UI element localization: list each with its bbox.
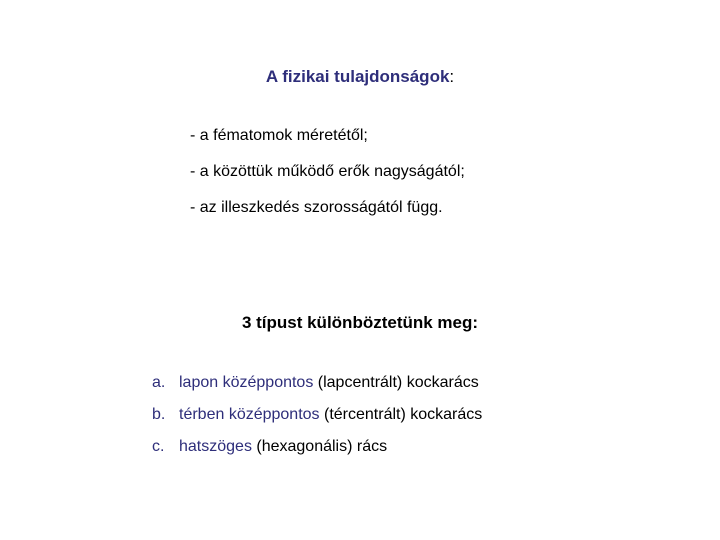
lattice-type-list <box>152 373 482 469</box>
dependency-item-size: - a fématomok méretétől; <box>190 127 368 144</box>
dependency-list <box>190 126 465 234</box>
lattice-type-item-hcp <box>152 437 482 469</box>
properties-heading-colon: : <box>449 67 455 86</box>
lattice-type-name: lapon középpontos <box>179 374 314 391</box>
lattice-type-detail: (lapcentrált) kockarács <box>313 374 479 391</box>
dependency-item-packing: - az illeszkedés szorosságától függ. <box>190 199 443 216</box>
dependency-item-forces: - a közöttük működő erők nagyságától; <box>190 163 465 180</box>
lattice-type-name: hatszöges <box>179 438 252 455</box>
lattice-type-item-bcc <box>152 405 482 437</box>
list-marker: a. <box>152 374 166 391</box>
list-marker: c. <box>152 438 165 455</box>
lattice-type-detail: (hexagonális) rács <box>251 438 388 455</box>
list-marker: b. <box>152 406 166 423</box>
types-heading: 3 típust különböztetünk meg: <box>241 313 479 332</box>
properties-heading-title: A fizikai tulajdonságok <box>265 67 450 86</box>
lattice-type-item-fcc <box>152 373 482 405</box>
properties-heading <box>0 67 720 87</box>
lattice-type-detail: (tércentrált) kockarács <box>319 406 483 423</box>
lattice-type-name: térben középpontos <box>179 406 320 423</box>
